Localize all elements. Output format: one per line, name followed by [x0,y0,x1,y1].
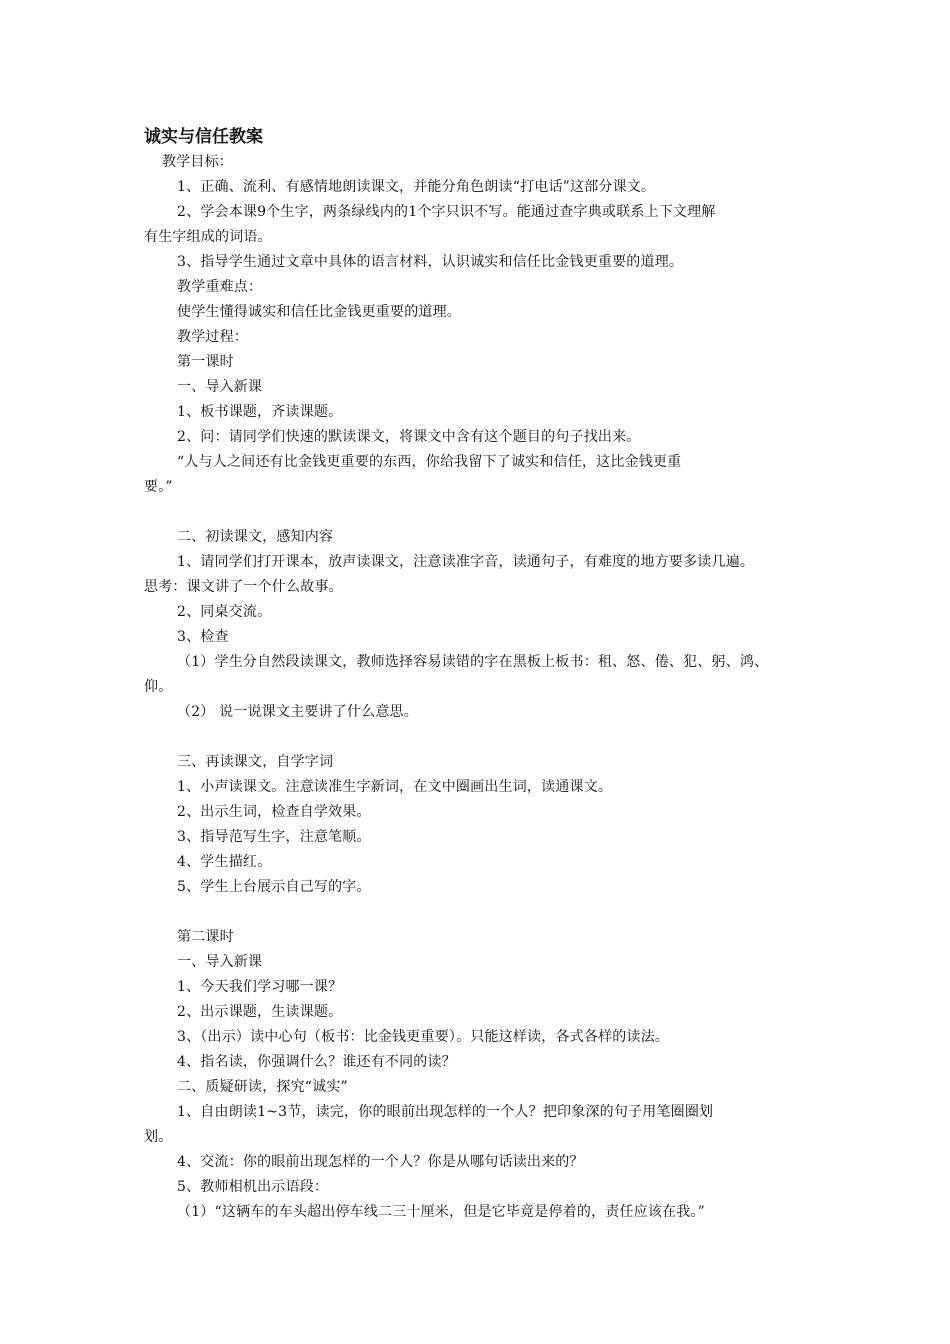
text-line: 5、学生上台展示自己写的字。 [177,879,371,895]
text-line: 1、自由朗读1~3节，读完，你的眼前出现怎样的一个人？把印象深的句子用笔圈圈划 [177,1104,714,1120]
text-line: 3、指导范写生字，注意笔顺。 [177,829,371,845]
text-line: 第一课时 [177,354,234,370]
text-line: （1）“这辆车的车头超出停车线二三十厘米，但是它毕竟是停着的，责任应该在我。” [177,1204,706,1220]
text-line: 一、导入新课 [177,379,263,395]
text-line: 3、（出示）读中心句（板书：比金钱更重要）。只能这样读，各式各样的读法。 [177,1029,670,1045]
text-line: 教学目标： [162,154,233,170]
text-line: 1、请同学们打开课本，放声读课文，注意读准字音，读通句子，有难度的地方要多读几遍。 [177,554,755,570]
text-line: 三、再读课文，自学字词 [177,754,334,770]
text-line: 2、学会本课9个生字，两条绿线内的1个字只识不写。能通过查字典或联系上下文理解 [177,204,716,220]
text-line: “人与人之间还有比金钱更重要的东西，你给我留下了诚实和信任，这比金钱更重 [177,454,682,470]
text-line: 仰。 [144,679,173,695]
text-line: 2、出示课题，生读课题。 [177,1004,343,1020]
text-line: 1、板书课题，齐读课题。 [177,404,343,420]
text-line: （2） 说一说课文主要讲了什么意思。 [177,704,418,720]
text-line: 二、初读课文，感知内容 [177,529,334,545]
text-line: 使学生懂得诚实和信任比金钱更重要的道理。 [177,304,461,320]
text-line: 要。” [144,479,173,495]
text-line: 1、今天我们学习哪一课？ [177,979,343,995]
text-line: （1）学生分自然段读课文，教师选择容易读错的字在黑板上板书：租、怒、倦、犯、躬、鸿、 [177,654,769,670]
text-line: 1、小声读课文。注意读准生字新词，在文中圈画出生词，读通课文。 [177,779,613,795]
text-line: 教学过程： [177,329,248,345]
document-title: 诚实与信任教案 [144,127,263,147]
text-line: 一、导入新课 [177,954,263,970]
text-line: 2、出示生词，检查自学效果。 [177,804,371,820]
text-line: 教学重难点： [177,279,263,295]
text-line: 二、质疑研读，探究“诚实” [177,1079,348,1095]
text-line: 第二课时 [177,929,234,945]
text-line: 4、学生描红。 [177,854,272,870]
text-line: 4、指名读，你强调什么？谁还有不同的读？ [177,1054,456,1070]
text-line: 3、检查 [177,629,229,645]
text-line: 2、同桌交流。 [177,604,272,620]
text-line: 有生字组成的词语。 [144,229,272,245]
text-line: 5、教师相机出示语段： [177,1179,329,1195]
text-line: 划。 [144,1129,173,1145]
text-line: 4、交流：你的眼前出现怎样的一个人？你是从哪句话读出来的？ [177,1154,584,1170]
text-line: 1、正确、流利、有感情地朗读课文，并能分角色朗读“打电话”这部分课文。 [177,179,656,195]
text-line: 思考：课文讲了一个什么故事。 [144,579,343,595]
text-line: 3、指导学生通过文章中具体的语言材料，认识诚实和信任比金钱更重要的道理。 [177,254,684,270]
text-line: 2、问：请同学们快速的默读课文，将课文中含有这个题目的句子找出来。 [177,429,641,445]
